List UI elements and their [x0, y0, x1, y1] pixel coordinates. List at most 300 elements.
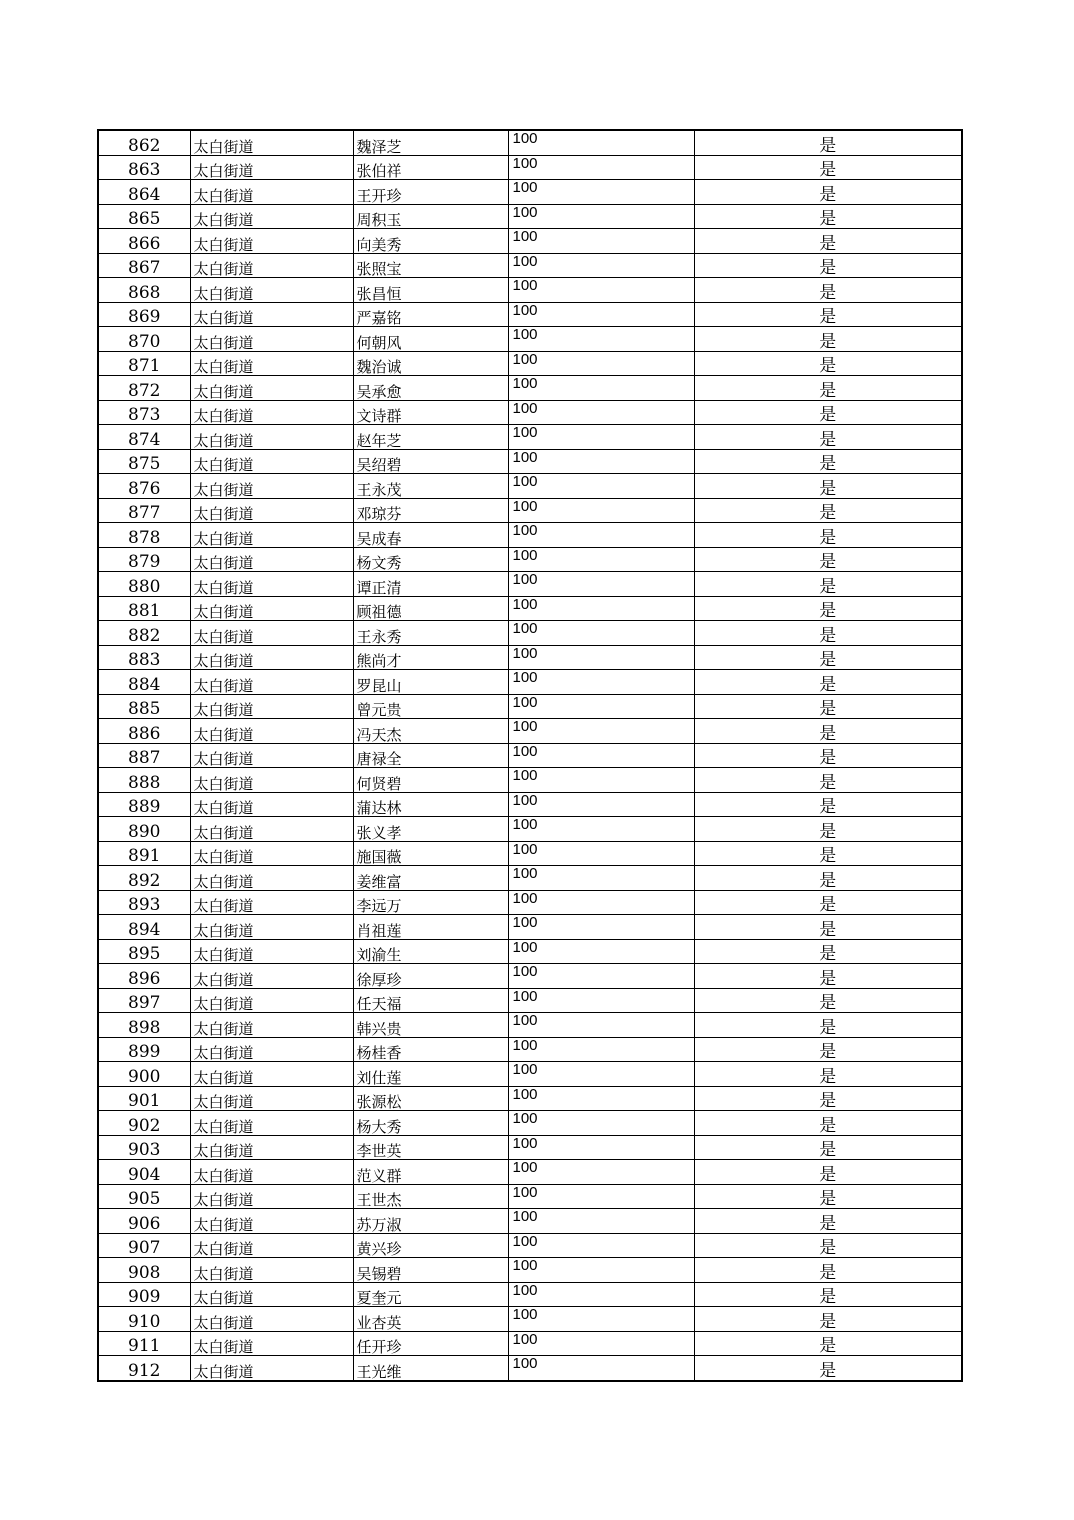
status-cell: 是 — [694, 1356, 962, 1381]
street-cell: 太白街道 — [190, 1331, 353, 1356]
street-cell: 太白街道 — [190, 425, 353, 450]
row-number-cell: 867 — [98, 253, 190, 278]
table-row — [98, 792, 962, 817]
table-row — [98, 1233, 962, 1258]
row-number-cell: 906 — [98, 1209, 190, 1234]
row-number-cell: 866 — [98, 229, 190, 254]
amount-cell: 100 — [508, 449, 694, 474]
name-cell: 熊尚才 — [353, 645, 508, 670]
table-row — [98, 1135, 962, 1160]
name-cell: 刘仕莲 — [353, 1062, 508, 1087]
street-cell: 太白街道 — [190, 523, 353, 548]
amount-cell: 100 — [508, 1331, 694, 1356]
row-number-cell: 883 — [98, 645, 190, 670]
name-cell: 何朝风 — [353, 327, 508, 352]
amount-cell: 100 — [508, 572, 694, 597]
table-row — [98, 155, 962, 180]
status-cell: 是 — [694, 1258, 962, 1283]
name-cell: 蒲达林 — [353, 792, 508, 817]
status-cell: 是 — [694, 890, 962, 915]
row-number-cell: 876 — [98, 474, 190, 499]
status-cell: 是 — [694, 645, 962, 670]
table-row — [98, 890, 962, 915]
street-cell: 太白街道 — [190, 1013, 353, 1038]
name-cell: 王光维 — [353, 1356, 508, 1381]
status-cell: 是 — [694, 1282, 962, 1307]
status-cell: 是 — [694, 1062, 962, 1087]
street-cell: 太白街道 — [190, 939, 353, 964]
street-cell: 太白街道 — [190, 130, 353, 155]
table-row — [98, 596, 962, 621]
amount-cell: 100 — [508, 792, 694, 817]
street-cell: 太白街道 — [190, 621, 353, 646]
street-cell: 太白街道 — [190, 253, 353, 278]
amount-cell: 100 — [508, 768, 694, 793]
table-row — [98, 278, 962, 303]
amount-cell: 100 — [508, 180, 694, 205]
amount-cell: 100 — [508, 1209, 694, 1234]
name-cell: 夏奎元 — [353, 1282, 508, 1307]
table-row — [98, 694, 962, 719]
street-cell: 太白街道 — [190, 1086, 353, 1111]
status-cell: 是 — [694, 1331, 962, 1356]
amount-cell: 100 — [508, 1037, 694, 1062]
name-cell: 王永茂 — [353, 474, 508, 499]
amount-cell: 100 — [508, 302, 694, 327]
row-number-cell: 877 — [98, 498, 190, 523]
amount-cell: 100 — [508, 1307, 694, 1332]
table-row — [98, 1282, 962, 1307]
name-cell: 杨文秀 — [353, 547, 508, 572]
street-cell: 太白街道 — [190, 1184, 353, 1209]
row-number-cell: 865 — [98, 204, 190, 229]
status-cell: 是 — [694, 572, 962, 597]
table-row — [98, 474, 962, 499]
name-cell: 韩兴贵 — [353, 1013, 508, 1038]
status-cell: 是 — [694, 351, 962, 376]
name-cell: 魏泽芝 — [353, 130, 508, 155]
subsidy-table — [97, 129, 963, 1382]
street-cell: 太白街道 — [190, 988, 353, 1013]
street-cell: 太白街道 — [190, 278, 353, 303]
street-cell: 太白街道 — [190, 768, 353, 793]
table-row — [98, 645, 962, 670]
row-number-cell: 907 — [98, 1233, 190, 1258]
status-cell: 是 — [694, 939, 962, 964]
name-cell: 杨桂香 — [353, 1037, 508, 1062]
row-number-cell: 897 — [98, 988, 190, 1013]
row-number-cell: 896 — [98, 964, 190, 989]
street-cell: 太白街道 — [190, 572, 353, 597]
street-cell: 太白街道 — [190, 204, 353, 229]
row-number-cell: 873 — [98, 400, 190, 425]
row-number-cell: 902 — [98, 1111, 190, 1136]
table-row — [98, 1111, 962, 1136]
amount-cell: 100 — [508, 1282, 694, 1307]
amount-cell: 100 — [508, 719, 694, 744]
amount-cell: 100 — [508, 253, 694, 278]
amount-cell: 100 — [508, 866, 694, 891]
row-number-cell: 884 — [98, 670, 190, 695]
table-row — [98, 866, 962, 891]
name-cell: 何贤碧 — [353, 768, 508, 793]
street-cell: 太白街道 — [190, 645, 353, 670]
table-row — [98, 547, 962, 572]
street-cell: 太白街道 — [190, 400, 353, 425]
status-cell: 是 — [694, 1184, 962, 1209]
name-cell: 罗昆山 — [353, 670, 508, 695]
status-cell: 是 — [694, 596, 962, 621]
row-number-cell: 887 — [98, 743, 190, 768]
amount-cell: 100 — [508, 1356, 694, 1381]
amount-cell: 100 — [508, 523, 694, 548]
status-cell: 是 — [694, 523, 962, 548]
amount-cell: 100 — [508, 327, 694, 352]
status-cell: 是 — [694, 130, 962, 155]
name-cell: 李世英 — [353, 1135, 508, 1160]
name-cell: 周积玉 — [353, 204, 508, 229]
status-cell: 是 — [694, 1307, 962, 1332]
table-row — [98, 768, 962, 793]
table-row — [98, 1331, 962, 1356]
row-number-cell: 882 — [98, 621, 190, 646]
status-cell: 是 — [694, 1160, 962, 1185]
street-cell: 太白街道 — [190, 1307, 353, 1332]
street-cell: 太白街道 — [190, 1062, 353, 1087]
status-cell: 是 — [694, 498, 962, 523]
street-cell: 太白街道 — [190, 1356, 353, 1381]
street-cell: 太白街道 — [190, 474, 353, 499]
table-row — [98, 1209, 962, 1234]
amount-cell: 100 — [508, 400, 694, 425]
row-number-cell: 890 — [98, 817, 190, 842]
street-cell: 太白街道 — [190, 743, 353, 768]
table-row — [98, 621, 962, 646]
street-cell: 太白街道 — [190, 351, 353, 376]
table-row — [98, 351, 962, 376]
amount-cell: 100 — [508, 1086, 694, 1111]
status-cell: 是 — [694, 988, 962, 1013]
name-cell: 黄兴珍 — [353, 1233, 508, 1258]
row-number-cell: 891 — [98, 841, 190, 866]
name-cell: 文诗群 — [353, 400, 508, 425]
row-number-cell: 903 — [98, 1135, 190, 1160]
street-cell: 太白街道 — [190, 1037, 353, 1062]
street-cell: 太白街道 — [190, 302, 353, 327]
street-cell: 太白街道 — [190, 155, 353, 180]
row-number-cell: 899 — [98, 1037, 190, 1062]
name-cell: 业杏英 — [353, 1307, 508, 1332]
street-cell: 太白街道 — [190, 719, 353, 744]
row-number-cell: 881 — [98, 596, 190, 621]
status-cell: 是 — [694, 621, 962, 646]
street-cell: 太白街道 — [190, 792, 353, 817]
street-cell: 太白街道 — [190, 327, 353, 352]
street-cell: 太白街道 — [190, 841, 353, 866]
table-row — [98, 1013, 962, 1038]
name-cell: 吴锡碧 — [353, 1258, 508, 1283]
status-cell: 是 — [694, 1135, 962, 1160]
row-number-cell: 869 — [98, 302, 190, 327]
street-cell: 太白街道 — [190, 1282, 353, 1307]
table-row — [98, 988, 962, 1013]
table-row — [98, 400, 962, 425]
row-number-cell: 904 — [98, 1160, 190, 1185]
table-row — [98, 1160, 962, 1185]
row-number-cell: 870 — [98, 327, 190, 352]
amount-cell: 100 — [508, 155, 694, 180]
name-cell: 严嘉铭 — [353, 302, 508, 327]
status-cell: 是 — [694, 155, 962, 180]
table-row — [98, 376, 962, 401]
street-cell: 太白街道 — [190, 449, 353, 474]
name-cell: 肖祖莲 — [353, 915, 508, 940]
street-cell: 太白街道 — [190, 817, 353, 842]
row-number-cell: 893 — [98, 890, 190, 915]
status-cell: 是 — [694, 376, 962, 401]
table-row — [98, 229, 962, 254]
table-row — [98, 253, 962, 278]
street-cell: 太白街道 — [190, 890, 353, 915]
status-cell: 是 — [694, 253, 962, 278]
status-cell: 是 — [694, 743, 962, 768]
amount-cell: 100 — [508, 841, 694, 866]
table-row — [98, 204, 962, 229]
status-cell: 是 — [694, 400, 962, 425]
table-row — [98, 449, 962, 474]
amount-cell: 100 — [508, 204, 694, 229]
table-row — [98, 523, 962, 548]
status-cell: 是 — [694, 278, 962, 303]
table-row — [98, 743, 962, 768]
street-cell: 太白街道 — [190, 1209, 353, 1234]
table-row — [98, 670, 962, 695]
name-cell: 曾元贵 — [353, 694, 508, 719]
row-number-cell: 908 — [98, 1258, 190, 1283]
status-cell: 是 — [694, 768, 962, 793]
amount-cell: 100 — [508, 1184, 694, 1209]
amount-cell: 100 — [508, 1013, 694, 1038]
row-number-cell: 910 — [98, 1307, 190, 1332]
status-cell: 是 — [694, 817, 962, 842]
name-cell: 吴承愈 — [353, 376, 508, 401]
status-cell: 是 — [694, 180, 962, 205]
status-cell: 是 — [694, 204, 962, 229]
table-row — [98, 915, 962, 940]
amount-cell: 100 — [508, 817, 694, 842]
amount-cell: 100 — [508, 915, 694, 940]
amount-cell: 100 — [508, 988, 694, 1013]
amount-cell: 100 — [508, 694, 694, 719]
amount-cell: 100 — [508, 1111, 694, 1136]
status-cell: 是 — [694, 1013, 962, 1038]
table-row — [98, 425, 962, 450]
table-row — [98, 180, 962, 205]
row-number-cell: 900 — [98, 1062, 190, 1087]
row-number-cell: 912 — [98, 1356, 190, 1381]
amount-cell: 100 — [508, 278, 694, 303]
status-cell: 是 — [694, 1209, 962, 1234]
amount-cell: 100 — [508, 1258, 694, 1283]
amount-cell: 100 — [508, 376, 694, 401]
row-number-cell: 895 — [98, 939, 190, 964]
amount-cell: 100 — [508, 229, 694, 254]
row-number-cell: 879 — [98, 547, 190, 572]
street-cell: 太白街道 — [190, 498, 353, 523]
street-cell: 太白街道 — [190, 1135, 353, 1160]
street-cell: 太白街道 — [190, 376, 353, 401]
name-cell: 向美秀 — [353, 229, 508, 254]
name-cell: 任天福 — [353, 988, 508, 1013]
street-cell: 太白街道 — [190, 1160, 353, 1185]
status-cell: 是 — [694, 1111, 962, 1136]
table-row — [98, 817, 962, 842]
amount-cell: 100 — [508, 1135, 694, 1160]
table-row — [98, 327, 962, 352]
status-cell: 是 — [694, 449, 962, 474]
name-cell: 范义群 — [353, 1160, 508, 1185]
street-cell: 太白街道 — [190, 547, 353, 572]
street-cell: 太白街道 — [190, 180, 353, 205]
amount-cell: 100 — [508, 425, 694, 450]
status-cell: 是 — [694, 1233, 962, 1258]
amount-cell: 100 — [508, 596, 694, 621]
status-cell: 是 — [694, 1037, 962, 1062]
table-row — [98, 1356, 962, 1381]
amount-cell: 100 — [508, 547, 694, 572]
table-row — [98, 719, 962, 744]
name-cell: 徐厚珍 — [353, 964, 508, 989]
name-cell: 王开珍 — [353, 180, 508, 205]
row-number-cell: 911 — [98, 1331, 190, 1356]
name-cell: 张照宝 — [353, 253, 508, 278]
table-row — [98, 1086, 962, 1111]
table-row — [98, 130, 962, 155]
status-cell: 是 — [694, 841, 962, 866]
street-cell: 太白街道 — [190, 866, 353, 891]
amount-cell: 100 — [508, 351, 694, 376]
amount-cell: 100 — [508, 670, 694, 695]
name-cell: 王世杰 — [353, 1184, 508, 1209]
row-number-cell: 889 — [98, 792, 190, 817]
name-cell: 谭正清 — [353, 572, 508, 597]
table-row — [98, 939, 962, 964]
street-cell: 太白街道 — [190, 694, 353, 719]
status-cell: 是 — [694, 425, 962, 450]
table-row — [98, 572, 962, 597]
status-cell: 是 — [694, 327, 962, 352]
name-cell: 唐禄全 — [353, 743, 508, 768]
table-row — [98, 1307, 962, 1332]
street-cell: 太白街道 — [190, 596, 353, 621]
name-cell: 冯天杰 — [353, 719, 508, 744]
row-number-cell: 901 — [98, 1086, 190, 1111]
name-cell: 杨大秀 — [353, 1111, 508, 1136]
table-body — [98, 130, 962, 1381]
amount-cell: 100 — [508, 964, 694, 989]
status-cell: 是 — [694, 719, 962, 744]
amount-cell: 100 — [508, 130, 694, 155]
status-cell: 是 — [694, 964, 962, 989]
row-number-cell: 909 — [98, 1282, 190, 1307]
street-cell: 太白街道 — [190, 1233, 353, 1258]
name-cell: 王永秀 — [353, 621, 508, 646]
table-row — [98, 1184, 962, 1209]
status-cell: 是 — [694, 694, 962, 719]
name-cell: 张源松 — [353, 1086, 508, 1111]
row-number-cell: 892 — [98, 866, 190, 891]
name-cell: 苏万淑 — [353, 1209, 508, 1234]
name-cell: 吴成春 — [353, 523, 508, 548]
row-number-cell: 875 — [98, 449, 190, 474]
row-number-cell: 885 — [98, 694, 190, 719]
status-cell: 是 — [694, 474, 962, 499]
row-number-cell: 868 — [98, 278, 190, 303]
status-cell: 是 — [694, 915, 962, 940]
amount-cell: 100 — [508, 1233, 694, 1258]
row-number-cell: 871 — [98, 351, 190, 376]
street-cell: 太白街道 — [190, 670, 353, 695]
amount-cell: 100 — [508, 498, 694, 523]
street-cell: 太白街道 — [190, 915, 353, 940]
amount-cell: 100 — [508, 621, 694, 646]
table-row — [98, 964, 962, 989]
name-cell: 施国薇 — [353, 841, 508, 866]
table-row — [98, 1062, 962, 1087]
amount-cell: 100 — [508, 743, 694, 768]
name-cell: 吴绍碧 — [353, 449, 508, 474]
name-cell: 张昌恒 — [353, 278, 508, 303]
status-cell: 是 — [694, 792, 962, 817]
name-cell: 顾祖德 — [353, 596, 508, 621]
table-row — [98, 302, 962, 327]
amount-cell: 100 — [508, 1160, 694, 1185]
amount-cell: 100 — [508, 939, 694, 964]
row-number-cell: 872 — [98, 376, 190, 401]
row-number-cell: 894 — [98, 915, 190, 940]
amount-cell: 100 — [508, 1062, 694, 1087]
row-number-cell: 880 — [98, 572, 190, 597]
table-row — [98, 1037, 962, 1062]
row-number-cell: 874 — [98, 425, 190, 450]
status-cell: 是 — [694, 866, 962, 891]
street-cell: 太白街道 — [190, 1258, 353, 1283]
row-number-cell: 863 — [98, 155, 190, 180]
row-number-cell: 862 — [98, 130, 190, 155]
name-cell: 张伯祥 — [353, 155, 508, 180]
status-cell: 是 — [694, 229, 962, 254]
name-cell: 李远万 — [353, 890, 508, 915]
table-row — [98, 498, 962, 523]
status-cell: 是 — [694, 1086, 962, 1111]
name-cell: 魏治诚 — [353, 351, 508, 376]
table-row — [98, 841, 962, 866]
street-cell: 太白街道 — [190, 1111, 353, 1136]
name-cell: 张义孝 — [353, 817, 508, 842]
table-row — [98, 1258, 962, 1283]
street-cell: 太白街道 — [190, 964, 353, 989]
row-number-cell: 898 — [98, 1013, 190, 1038]
row-number-cell: 905 — [98, 1184, 190, 1209]
status-cell: 是 — [694, 302, 962, 327]
name-cell: 赵年芝 — [353, 425, 508, 450]
name-cell: 邓琼芬 — [353, 498, 508, 523]
amount-cell: 100 — [508, 890, 694, 915]
row-number-cell: 888 — [98, 768, 190, 793]
street-cell: 太白街道 — [190, 229, 353, 254]
name-cell: 姜维富 — [353, 866, 508, 891]
amount-cell: 100 — [508, 474, 694, 499]
